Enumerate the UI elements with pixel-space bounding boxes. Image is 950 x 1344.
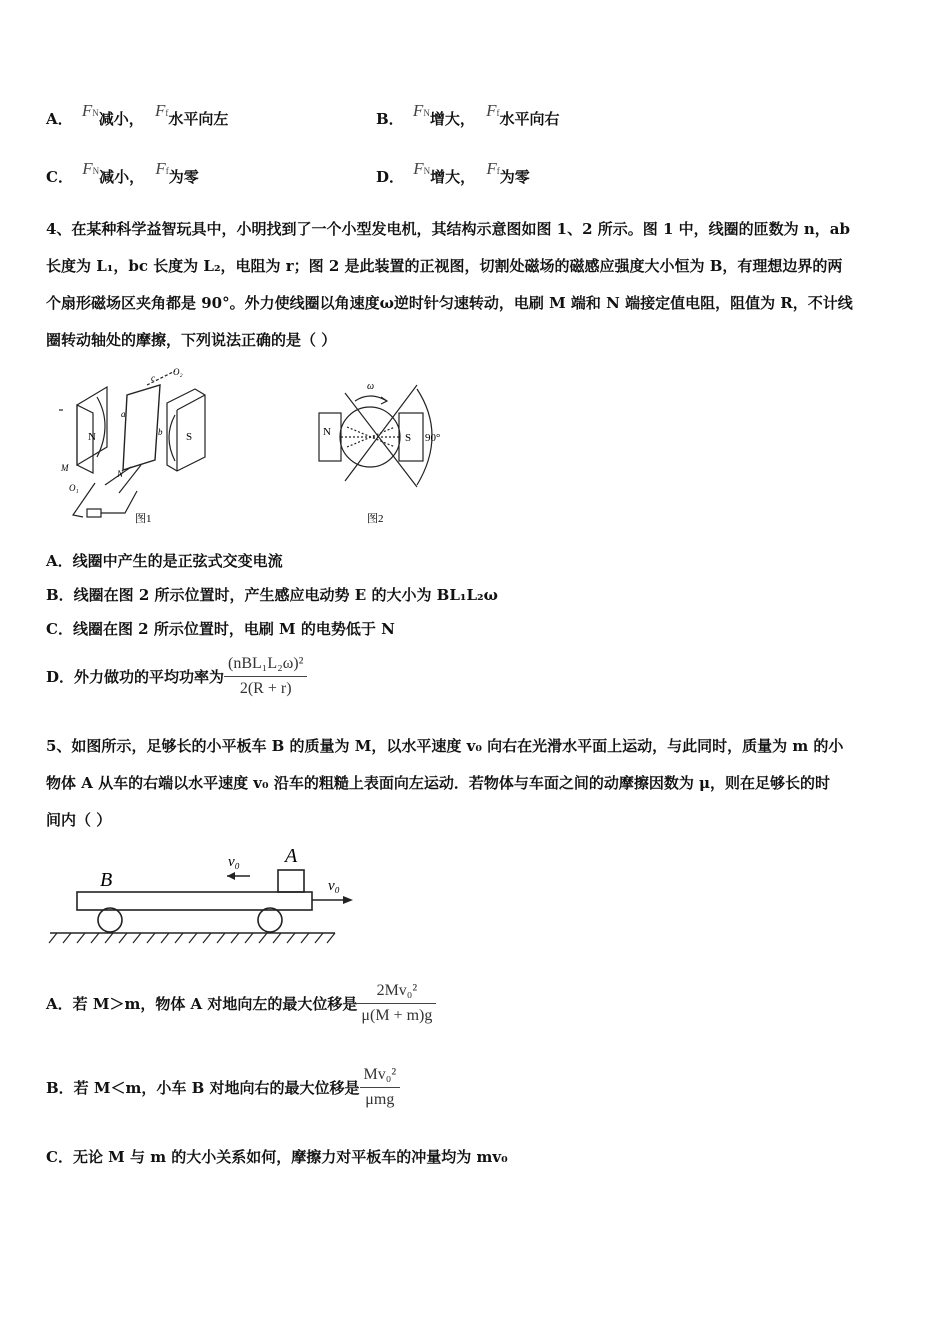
force-symbol: FN — [81, 101, 99, 120]
option-letter: A． — [46, 110, 73, 128]
force-symbol: FN — [413, 159, 431, 178]
q4-option-d — [46, 655, 307, 698]
fig1-label-m: M — [61, 463, 69, 473]
fig5-label-a: A — [285, 845, 298, 867]
fig1-caption: 图1 — [135, 513, 152, 525]
fig2-caption: 图2 — [367, 513, 384, 525]
q4-line: 圈转动轴处的摩擦，下列说法正确的是（ ） — [46, 331, 337, 349]
q5-option-a — [46, 982, 436, 1025]
fig2-label-n: N — [323, 426, 331, 438]
fig2-label-s: S — [405, 432, 412, 444]
q3-option-b — [376, 101, 560, 129]
option-text: B．若 M＜m，小车 B 对地向右的最大位移是 — [46, 1079, 360, 1097]
fraction-denominator: μ(M + m)g — [361, 1007, 433, 1024]
q4-stem — [46, 211, 911, 359]
q3-option-a — [46, 101, 229, 129]
fig5-label-v-right: v₀ — [328, 878, 340, 894]
q5-line: 5、如图所示，足够长的小平板车 B 的质量为 M，以水平速度 v₀ 向右在光滑水平面上运动，与此同时，质量为 m 的小 — [46, 737, 844, 755]
option-text: 减小， — [99, 168, 145, 186]
fig1-label-b: b — [158, 427, 163, 437]
option-letter: D． — [376, 168, 405, 186]
option-letter: B． — [376, 110, 404, 128]
force-symbol: FN — [82, 159, 100, 178]
fig1-label-o1: O₁ — [69, 483, 79, 493]
fig1-label-s: S — [186, 431, 193, 443]
fig5-label-b: B — [100, 869, 113, 891]
displacement-fraction — [357, 982, 436, 1025]
force-symbol: Ff — [486, 159, 500, 178]
fraction-numerator: 2Mv₀² — [357, 982, 436, 1004]
fig1-label-o2: O₂ — [173, 367, 183, 377]
q5-option-b — [46, 1066, 400, 1109]
fig1-label-nn: N — [117, 469, 124, 479]
fraction-denominator: 2(R + r) — [239, 680, 292, 697]
fig1-label-c: c — [151, 373, 155, 383]
option-letter: C． — [46, 168, 73, 186]
option-text: 为零 — [499, 168, 530, 186]
fig1-label-n: N — [88, 431, 96, 443]
power-fraction — [224, 655, 307, 698]
fig5-label-v-left: v₀ — [228, 854, 240, 870]
fraction-numerator: (nBL₁L₂ω)² — [224, 655, 307, 677]
option-text: 为零 — [168, 168, 199, 186]
option-text: 水平向右 — [499, 110, 560, 128]
fraction-denominator: μmg — [365, 1091, 395, 1108]
q5-option-c: C．无论 M 与 m 的大小关系如何，摩擦力对平板车的冲量均为 mv₀ — [46, 1148, 508, 1166]
force-symbol: Ff — [155, 101, 169, 120]
q4-line: 个扇形磁场区夹角都是 90°。外力使线圈以角速度ω逆时针匀速转动，电刷 M 端和 N 端接定值电阻，阻值为 R，不计线 — [46, 294, 853, 312]
fig1-label-a: a — [121, 409, 126, 419]
fig2-label-angle: 90° — [425, 432, 441, 444]
q4-figure-2 — [315, 375, 465, 530]
q4-line: 长度为 L₁，bc 长度为 L₂，电阻为 r；图 2 是此装置的正视图，切割处磁场的磁感应强度大小恒为 B，有理想边界的两 — [46, 257, 843, 275]
option-text: D．外力做功的平均功率为 — [46, 668, 225, 686]
q3-option-d — [376, 159, 530, 187]
q4-line: 4、在某种科学益智玩具中，小明找到了一个小型发电机，其结构示意图如图 1、2 所示。图 1 中，线圈的匝数为 n，ab — [46, 220, 850, 238]
force-symbol: Ff — [155, 159, 169, 178]
q4-option-a: A．线圈中产生的是正弦式交变电流 — [46, 552, 283, 570]
q5-line: 间内（ ） — [46, 811, 112, 829]
displacement-fraction — [360, 1066, 401, 1109]
q4-figure-1 — [55, 365, 225, 530]
q3-option-c — [46, 159, 199, 187]
q5-stem — [46, 728, 911, 839]
force-symbol: Ff — [486, 101, 500, 120]
force-symbol: FN — [412, 101, 430, 120]
q4-option-c: C．线圈在图 2 所示位置时，电刷 M 的电势低于 N — [46, 620, 395, 638]
fraction-numerator: Mv₀² — [360, 1066, 401, 1088]
fig2-label-omega: ω — [367, 381, 375, 392]
option-text: 增大， — [430, 168, 476, 186]
option-text: 减小， — [98, 110, 144, 128]
q5-line: 物体 A 从车的右端以水平速度 v₀ 沿车的粗糙上表面向左运动．若物体与车面之间的动摩擦因数为 μ，则在足够长的时 — [46, 774, 831, 792]
option-text: 水平向左 — [168, 110, 229, 128]
option-text: 增大， — [429, 110, 475, 128]
q5-figure — [45, 840, 365, 950]
option-text: A．若 M＞m，物体 A 对地向左的最大位移是 — [46, 995, 358, 1013]
q4-option-b: B．线圈在图 2 所示位置时，产生感应电动势 E 的大小为 BL₁L₂ω — [46, 586, 498, 604]
